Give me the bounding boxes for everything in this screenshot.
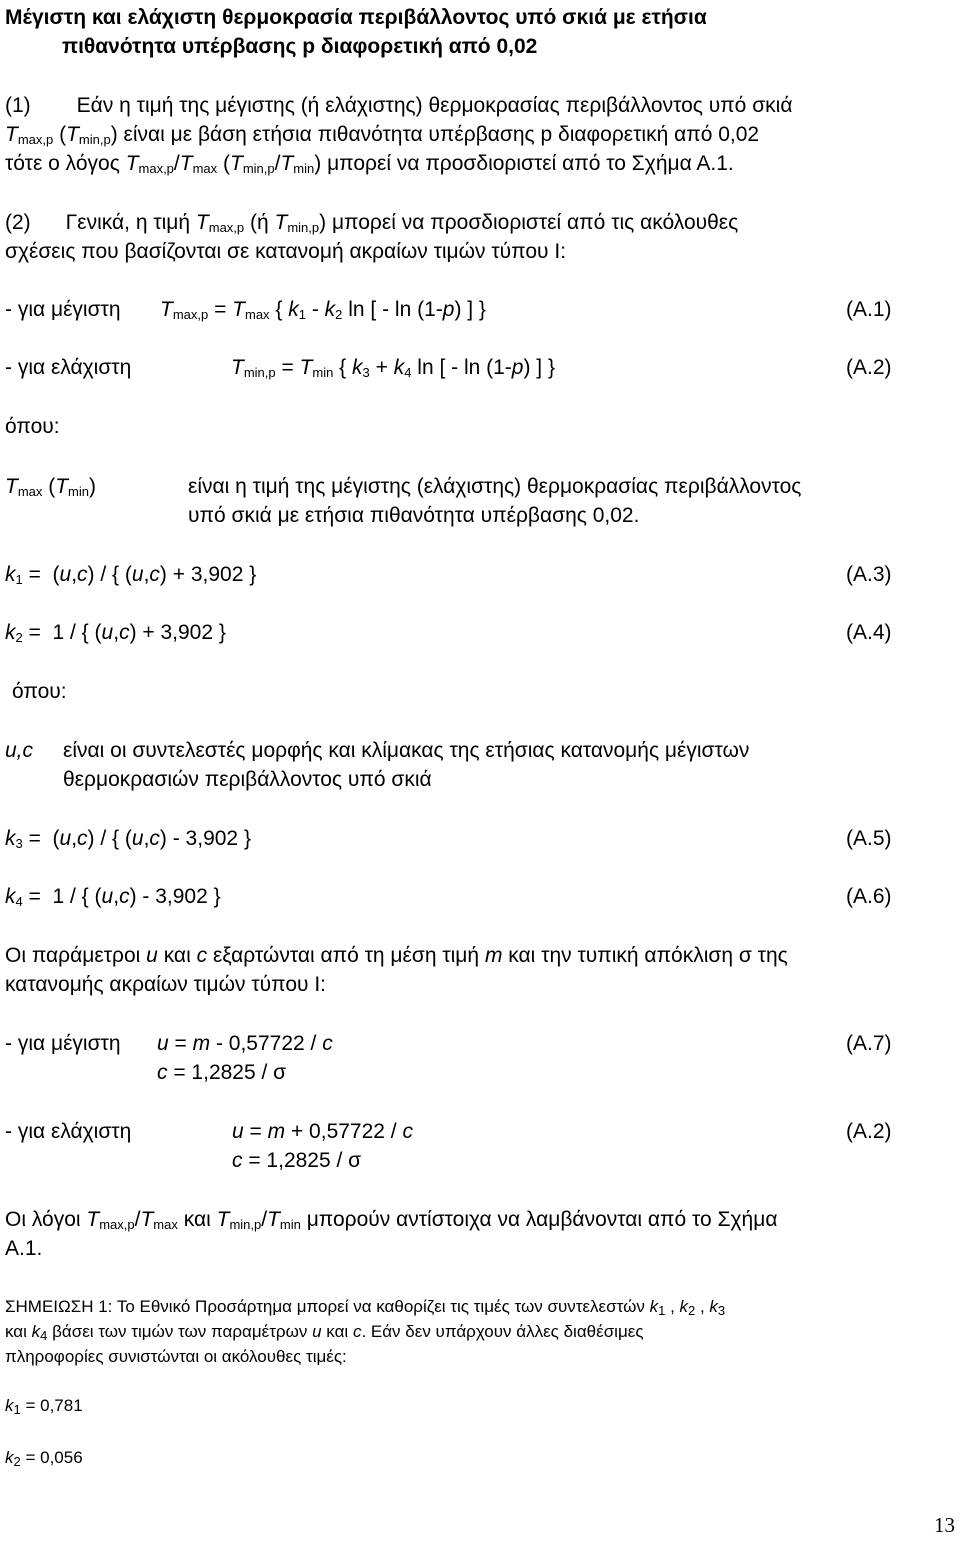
para2-line-2: σχέσεις που βασίζονται σε κατανομή ακραίων τιμών τύπου Ι: bbox=[5, 240, 567, 263]
eq-a4-formula: $k_2 = 1$ / { (u,c) + 3,902 } bbox=[5, 621, 226, 645]
uc-symbol: u,c bbox=[5, 739, 34, 762]
where-label-2: όπου: bbox=[12, 680, 67, 703]
eq-a7-formula-2: c = 1,2825 / σ bbox=[157, 1061, 287, 1084]
eq-a2-label: - για ελάχιστη bbox=[5, 356, 132, 379]
eq-a5-formula: $k_3 = (u,c)$ / { (u,c) - 3,902 } bbox=[5, 827, 251, 851]
eq-min-formula-1: u = m + 0,57722 / c bbox=[232, 1120, 413, 1143]
eq-a6-ref: (Α.6) bbox=[846, 885, 892, 908]
uc-def-line-1: είναι οι συντελεστές μορφής και κλίμακας της ετήσιας κατανομής μέγιστων bbox=[63, 739, 750, 762]
ratios-line-1: Οι λόγοι $T_{max,p}/T_{max}$ και $T_{min,p}/T_{min}$ μπορούν αντίστοιχα να λαμβάνονται από το Σχήμα bbox=[5, 1208, 778, 1232]
eq-a7-formula-1: u = m - 0,57722 / c bbox=[157, 1032, 333, 1055]
ratios-line-2: Α.1. bbox=[5, 1237, 43, 1260]
k1-default-value: $k_1 = 0,781$ bbox=[5, 1396, 83, 1417]
eq-a2-ref: (Α.2) bbox=[846, 356, 892, 379]
eq-a1-formula: $T_{max,p} = T_{max}$ { $k_1 - k_2$ ln [ - ln (1-p) ] } bbox=[160, 298, 486, 322]
section-title-line-1: Μέγιστη και ελάχιστη θερμοκρασία περιβάλλοντος υπό σκιά με ετήσια bbox=[5, 6, 707, 29]
eq-a3-ref: (Α.3) bbox=[846, 563, 892, 586]
eq-min-ref: (Α.2) bbox=[846, 1120, 892, 1143]
eq-a7-label: - για μέγιστη bbox=[5, 1032, 121, 1055]
eq-a7-ref: (Α.7) bbox=[846, 1032, 892, 1055]
params-line-1: Οι παράμετροι u και c εξαρτώνται από τη μέση τιμή m και την τυπική απόκλιση σ της bbox=[5, 944, 788, 967]
tmax-def-line-2: υπό σκιά με ετήσια πιθανότητα υπέρβασης 0,02. bbox=[188, 504, 640, 527]
tmax-def-line-1: είναι η τιμή της μέγιστης (ελάχιστης) θερμοκρασίας περιβάλλοντος bbox=[188, 475, 802, 498]
eq-min-formula-2: c = 1,2825 / σ bbox=[232, 1149, 362, 1172]
para2-line-1: (2) Γενικά, η τιμή $T_{max,p}$ (ή $T_{min,p}$) μπορεί να προσδιοριστεί από τις ακόλουθες bbox=[5, 211, 739, 235]
note-line-2: και $k_4$ βάσει των τιμών των παραμέτρων u και c. Εάν δεν υπάρχουν άλλες διαθέσιμες bbox=[5, 1322, 644, 1343]
eq-a6-formula: $k_4 = 1$ / { (u,c) - 3,902 } bbox=[5, 885, 221, 909]
k2-default-value: $k_2 = 0,056$ bbox=[5, 1448, 83, 1469]
eq-a5-ref: (Α.5) bbox=[846, 827, 892, 850]
para1-line-2: $T_{max,p}$ $(T_{min,p})$ είναι με βάση ετήσια πιθανότητα υπέρβασης p διαφορετική από 0,02 bbox=[5, 123, 760, 147]
eq-a1-ref: (Α.1) bbox=[846, 298, 892, 321]
eq-a1-label: - για μέγιστη bbox=[5, 298, 121, 321]
note-line-1: ΣΗΜΕΙΩΣΗ 1: Το Εθνικό Προσάρτημα μπορεί να καθορίζει τις τιμές των συντελεστών $k_1$ , $k_2$ , $k_3$ bbox=[5, 1297, 726, 1318]
para1-line-1: (1) Εάν η τιμή της μέγιστης (ή ελάχιστης) θερμοκρασίας περιβάλλοντος υπό σκιά bbox=[5, 94, 793, 117]
params-line-2: κατανομής ακραίων τιμών τύπου Ι: bbox=[5, 973, 326, 996]
eq-a3-formula: $k_1 = (u,c)$ / { (u,c) + 3,902 } bbox=[5, 563, 257, 587]
page-number: 13 bbox=[934, 1513, 955, 1537]
tmax-symbol: $T_{max}$ $(T_{min})$ bbox=[5, 475, 96, 499]
eq-a2-formula: $T_{min,p} = T_{min}$ { $k_3 + k_4$ ln [ - ln (1-p) ] } bbox=[231, 356, 555, 380]
where-label-1: όπου: bbox=[5, 415, 60, 438]
note-line-3: πληροφορίες συνιστώνται οι ακόλουθες τιμές: bbox=[5, 1347, 347, 1366]
eq-a4-ref: (Α.4) bbox=[846, 621, 892, 644]
section-title-line-2: πιθανότητα υπέρβασης p διαφορετική από 0,02 bbox=[62, 35, 538, 58]
uc-def-line-2: θερμοκρασιών περιβάλλοντος υπό σκιά bbox=[63, 768, 432, 791]
eq-min-params-label: - για ελάχιστη bbox=[5, 1120, 132, 1143]
para1-line-3: τότε ο λόγος $T_{max,p}/T_{max}$ $(T_{min,p}/T_{min})$ μπορεί να προσδιοριστεί από το Σχήμα Α.1. bbox=[5, 152, 734, 176]
